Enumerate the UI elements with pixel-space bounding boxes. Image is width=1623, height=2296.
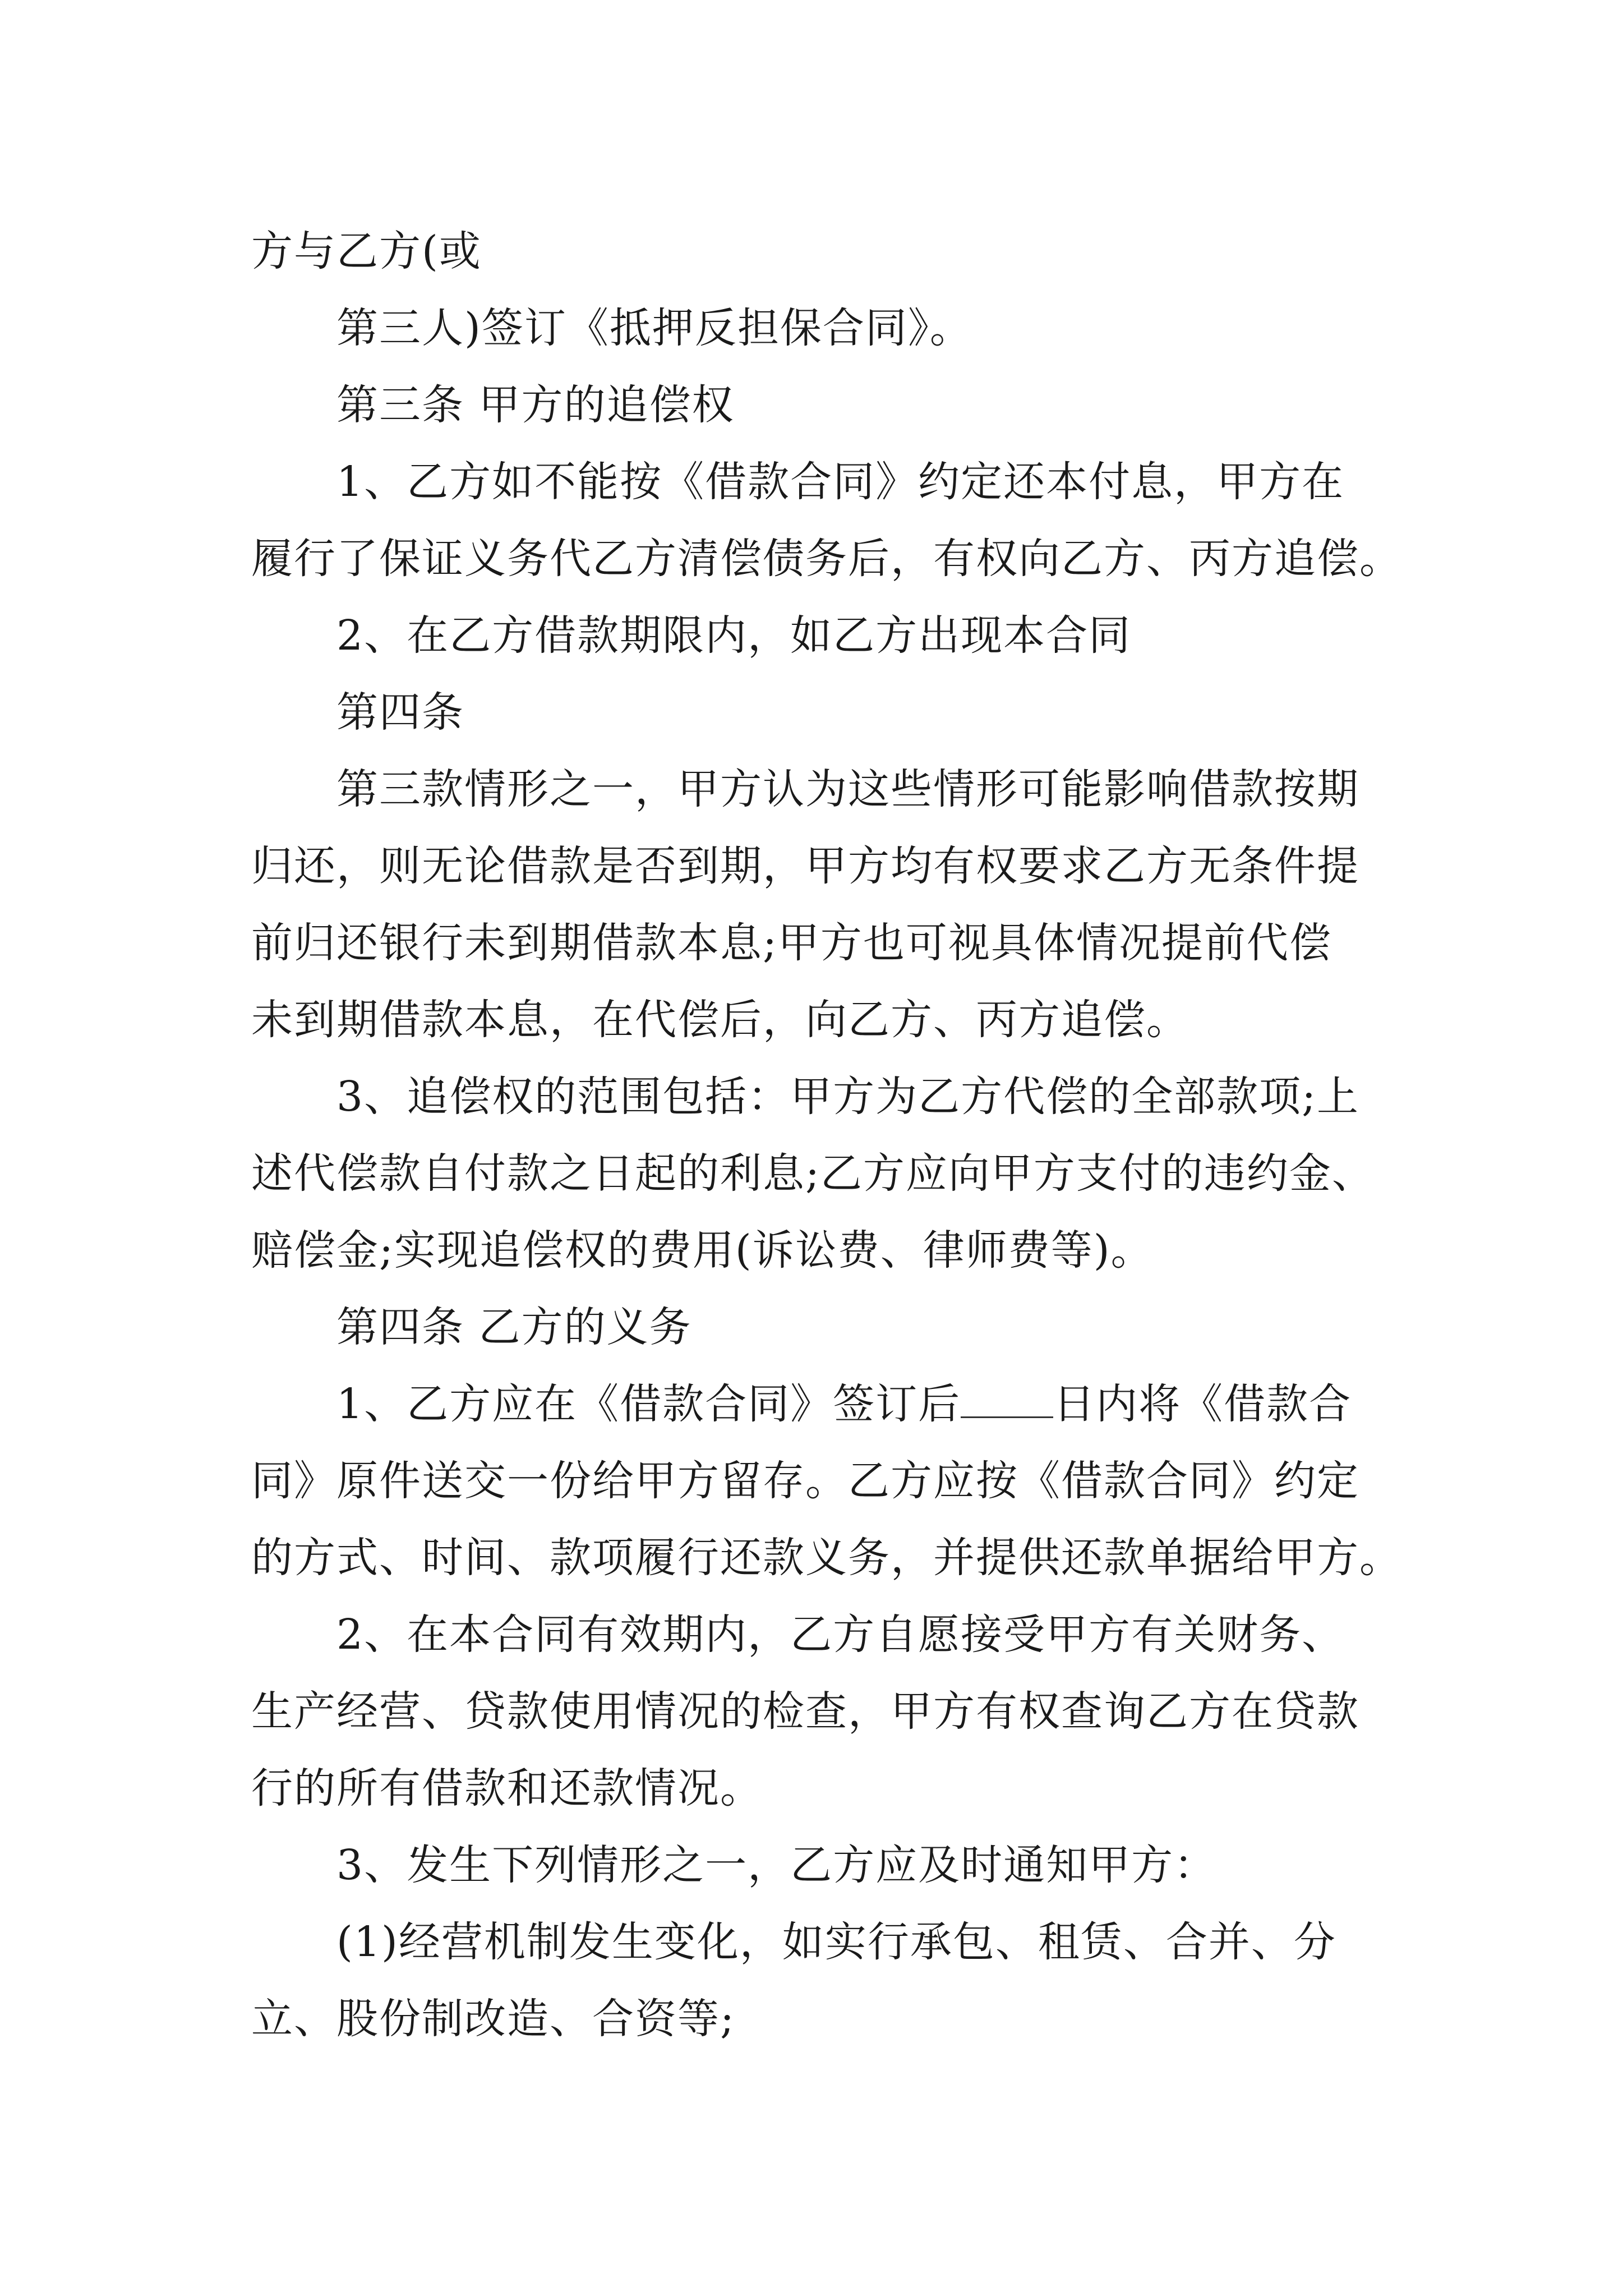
text-line: 第四条: [336, 688, 464, 737]
text-line: 归还，则无论借款是否到期，甲方均有权要求乙方无条件提: [251, 842, 1359, 890]
document-body: [251, 213, 1402, 2058]
text-line: 2、在本合同有效期内，乙方自愿接受甲方有关财务、: [336, 1611, 1345, 1659]
section-heading: 第四条 乙方的义务: [336, 1303, 692, 1351]
section-heading: 第三条 甲方的追偿权: [336, 381, 735, 429]
text-line: 第三人)签订《抵押反担保合同》。: [336, 304, 972, 352]
text-line: 同》原件送交一份给甲方留存。乙方应按《借款合同》约定: [251, 1457, 1359, 1505]
text-line: 3、追偿权的范围包括：甲方为乙方代偿的全部款项;上: [336, 1073, 1360, 1121]
text-line: 赔偿金;实现追偿权的费用(诉讼费、律师费等)。: [251, 1226, 1154, 1274]
text-line: 履行了保证义务代乙方清偿债务后，有权向乙方、丙方追偿。: [251, 535, 1402, 583]
text-line: 的方式、时间、款项履行还款义务，并提供还款单据给甲方。: [251, 1534, 1402, 1582]
text-line: 前归还银行未到期借款本息;甲方也可视具体情况提前代偿: [251, 919, 1332, 967]
fill-in-blank: [961, 1384, 1053, 1418]
text-line: 述代偿款自付款之日起的利息;乙方应向甲方支付的违约金、: [251, 1149, 1375, 1198]
text-line: 方与乙方(或: [251, 227, 482, 275]
text-segment: 日内将《借款合: [1053, 1380, 1352, 1428]
text-line: 1、乙方如不能按《借款合同》约定还本付息，甲方在: [336, 458, 1345, 506]
text-line: 2、在乙方借款期限内，如乙方出现本合同: [336, 611, 1132, 660]
text-segment: 1、乙方应在《借款合同》签订后: [336, 1380, 961, 1428]
text-line: 生产经营、贷款使用情况的检查，甲方有权查询乙方在贷款: [251, 1687, 1359, 1736]
text-line-with-blank: [251, 1366, 1378, 1443]
text-line: (1)经营机制发生变化，如实行承包、租赁、合并、分: [336, 1918, 1336, 1966]
text-line: 立、股份制改造、合资等;: [251, 1995, 735, 2043]
text-line: 第三款情形之一，甲方认为这些情形可能影响借款按期: [336, 765, 1359, 813]
text-line: 3、发生下列情形之一，乙方应及时通知甲方：: [336, 1841, 1217, 1889]
text-line: 未到期借款本息，在代偿后，向乙方、丙方追偿。: [251, 996, 1189, 1044]
text-line: 行的所有借款和还款情况。: [251, 1764, 763, 1812]
